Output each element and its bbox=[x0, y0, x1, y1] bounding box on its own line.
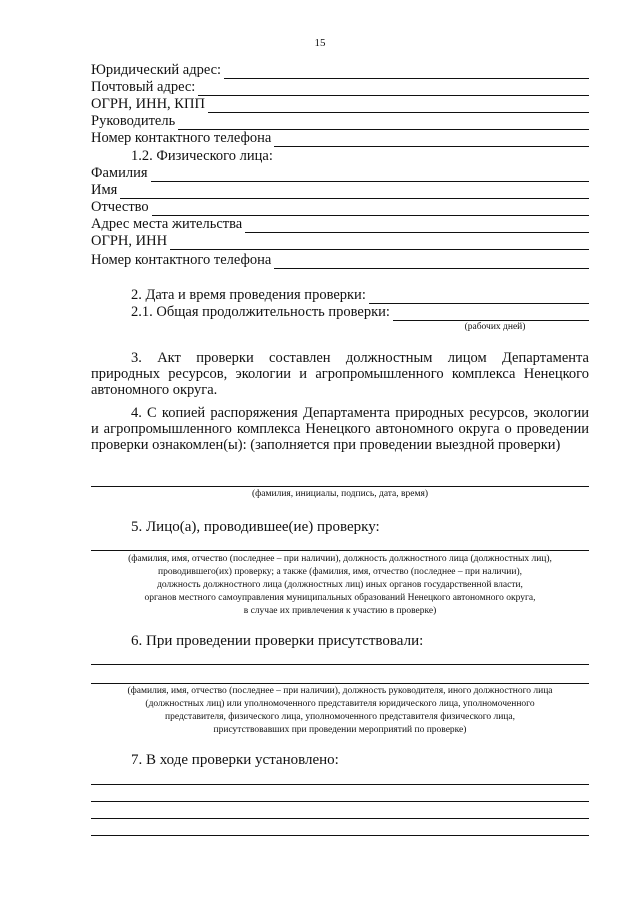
legal-address-label: Юридический адрес: bbox=[91, 62, 222, 78]
duration-row bbox=[131, 304, 589, 321]
legal-phone-field[interactable] bbox=[274, 134, 589, 147]
section-6-note-line: представителя, физического лица, уполномоченного представителя физического лица, bbox=[165, 712, 515, 722]
section-6-note-line: (фамилия, имя, отчество (последнее – при наличии), должность руководителя, иного должностного лица bbox=[127, 686, 553, 696]
director-field[interactable] bbox=[178, 117, 589, 130]
date-time-row bbox=[131, 287, 589, 304]
working-days-note: (рабочих дней) bbox=[464, 322, 526, 332]
postal-address-row bbox=[91, 79, 589, 96]
patronymic-field[interactable] bbox=[152, 203, 589, 216]
section-7-heading: 7. В ходе проверки установлено: bbox=[131, 752, 339, 768]
ogrn-inn-kpp-field[interactable] bbox=[208, 100, 589, 113]
director-row bbox=[91, 113, 589, 130]
section-6-note-line: присутствовавших при проведении мероприятий по проверке) bbox=[213, 725, 467, 735]
duration-field[interactable] bbox=[393, 308, 589, 321]
postal-address-label: Почтовый адрес: bbox=[91, 79, 196, 95]
ogrn-inn-label: ОГРН, ИНН bbox=[91, 233, 168, 249]
ogrn-inn-kpp-label: ОГРН, ИНН, КПП bbox=[91, 96, 205, 112]
section-7-line-3[interactable] bbox=[91, 818, 589, 819]
section-5-note bbox=[91, 553, 589, 618]
director-label: Руководитель bbox=[91, 113, 176, 129]
ogrn-inn-row bbox=[91, 233, 589, 250]
date-time-label: 2. Дата и время проведения проверки: bbox=[131, 287, 366, 303]
section-5-note-line: должность должностного лица (должностных лиц) иных органов государственной власти, bbox=[157, 580, 523, 590]
section-5-note-line: органов местного самоуправления муниципальных образований Ненецкого автономного округа, bbox=[144, 593, 536, 603]
section-5-line[interactable] bbox=[91, 550, 589, 551]
surname-field[interactable] bbox=[151, 169, 590, 182]
legal-address-field[interactable] bbox=[224, 66, 589, 79]
legal-phone-label: Номер контактного телефона bbox=[91, 130, 272, 146]
legal-phone-row bbox=[91, 130, 589, 147]
residence-field[interactable] bbox=[245, 220, 589, 233]
section-4-note: (фамилия, инициалы, подпись, дата, время) bbox=[251, 489, 429, 499]
legal-address-row bbox=[91, 62, 589, 79]
surname-label: Фамилия bbox=[91, 165, 148, 181]
ogrn-inn-field[interactable] bbox=[170, 237, 589, 250]
section-4-text: 4. С копией распоряжения Департамента природных ресурсов, экологии и агропромышленного комплекса Ненецкого автономного округа о проведении проверки ознакомлен(ы): (заполняется при проведении выездной проверки) bbox=[91, 405, 589, 453]
surname-row bbox=[91, 165, 589, 182]
individual-phone-label: Номер контактного телефона bbox=[91, 252, 272, 268]
residence-row bbox=[91, 216, 589, 233]
section-7-line-1[interactable] bbox=[91, 784, 589, 785]
section-5-note-line: (фамилия, имя, отчество (последнее – при наличии), должность должностного лица (должностных лиц), bbox=[128, 554, 552, 564]
page-number: 15 bbox=[314, 37, 326, 49]
section-5-heading: 5. Лицо(а), проводившее(ие) проверку: bbox=[131, 519, 380, 535]
name-field[interactable] bbox=[120, 186, 589, 199]
section-3-text: 3. Акт проверки составлен должностным лицом Департамента природных ресурсов, экологии и агропромышленного комплекса Ненецкого автономного округа. bbox=[91, 350, 589, 398]
section-7-line-4[interactable] bbox=[91, 835, 589, 836]
section-6-line-2[interactable] bbox=[91, 683, 589, 684]
individual-phone-field[interactable] bbox=[274, 256, 589, 269]
ogrn-inn-kpp-row bbox=[91, 96, 589, 113]
date-time-field[interactable] bbox=[369, 291, 589, 304]
individual-heading: 1.2. Физического лица: bbox=[131, 148, 273, 164]
name-label: Имя bbox=[91, 182, 118, 198]
patronymic-row bbox=[91, 199, 589, 216]
section-6-line-1[interactable] bbox=[91, 664, 589, 665]
patronymic-label: Отчество bbox=[91, 199, 149, 215]
section-5-note-line: проводившего(их) проверку; а также (фамилия, имя, отчество (последнее – при наличии), bbox=[157, 567, 522, 577]
duration-label: 2.1. Общая продолжительность проверки: bbox=[131, 304, 390, 320]
name-row bbox=[91, 182, 589, 199]
postal-address-field[interactable] bbox=[198, 83, 589, 96]
section-6-note bbox=[91, 685, 589, 737]
individual-phone-row bbox=[91, 252, 589, 269]
residence-label: Адрес места жительства bbox=[91, 216, 243, 232]
section-6-note-line: (должностных лиц) или уполномоченного представителя юридического лица, уполномоченного bbox=[145, 699, 535, 709]
section-5-note-line: в случае их привлечения к участию в проверке) bbox=[243, 606, 437, 616]
section-6-heading: 6. При проведении проверки присутствовали: bbox=[131, 633, 424, 649]
section-4-signature-line[interactable] bbox=[91, 486, 589, 487]
section-7-line-2[interactable] bbox=[91, 801, 589, 802]
